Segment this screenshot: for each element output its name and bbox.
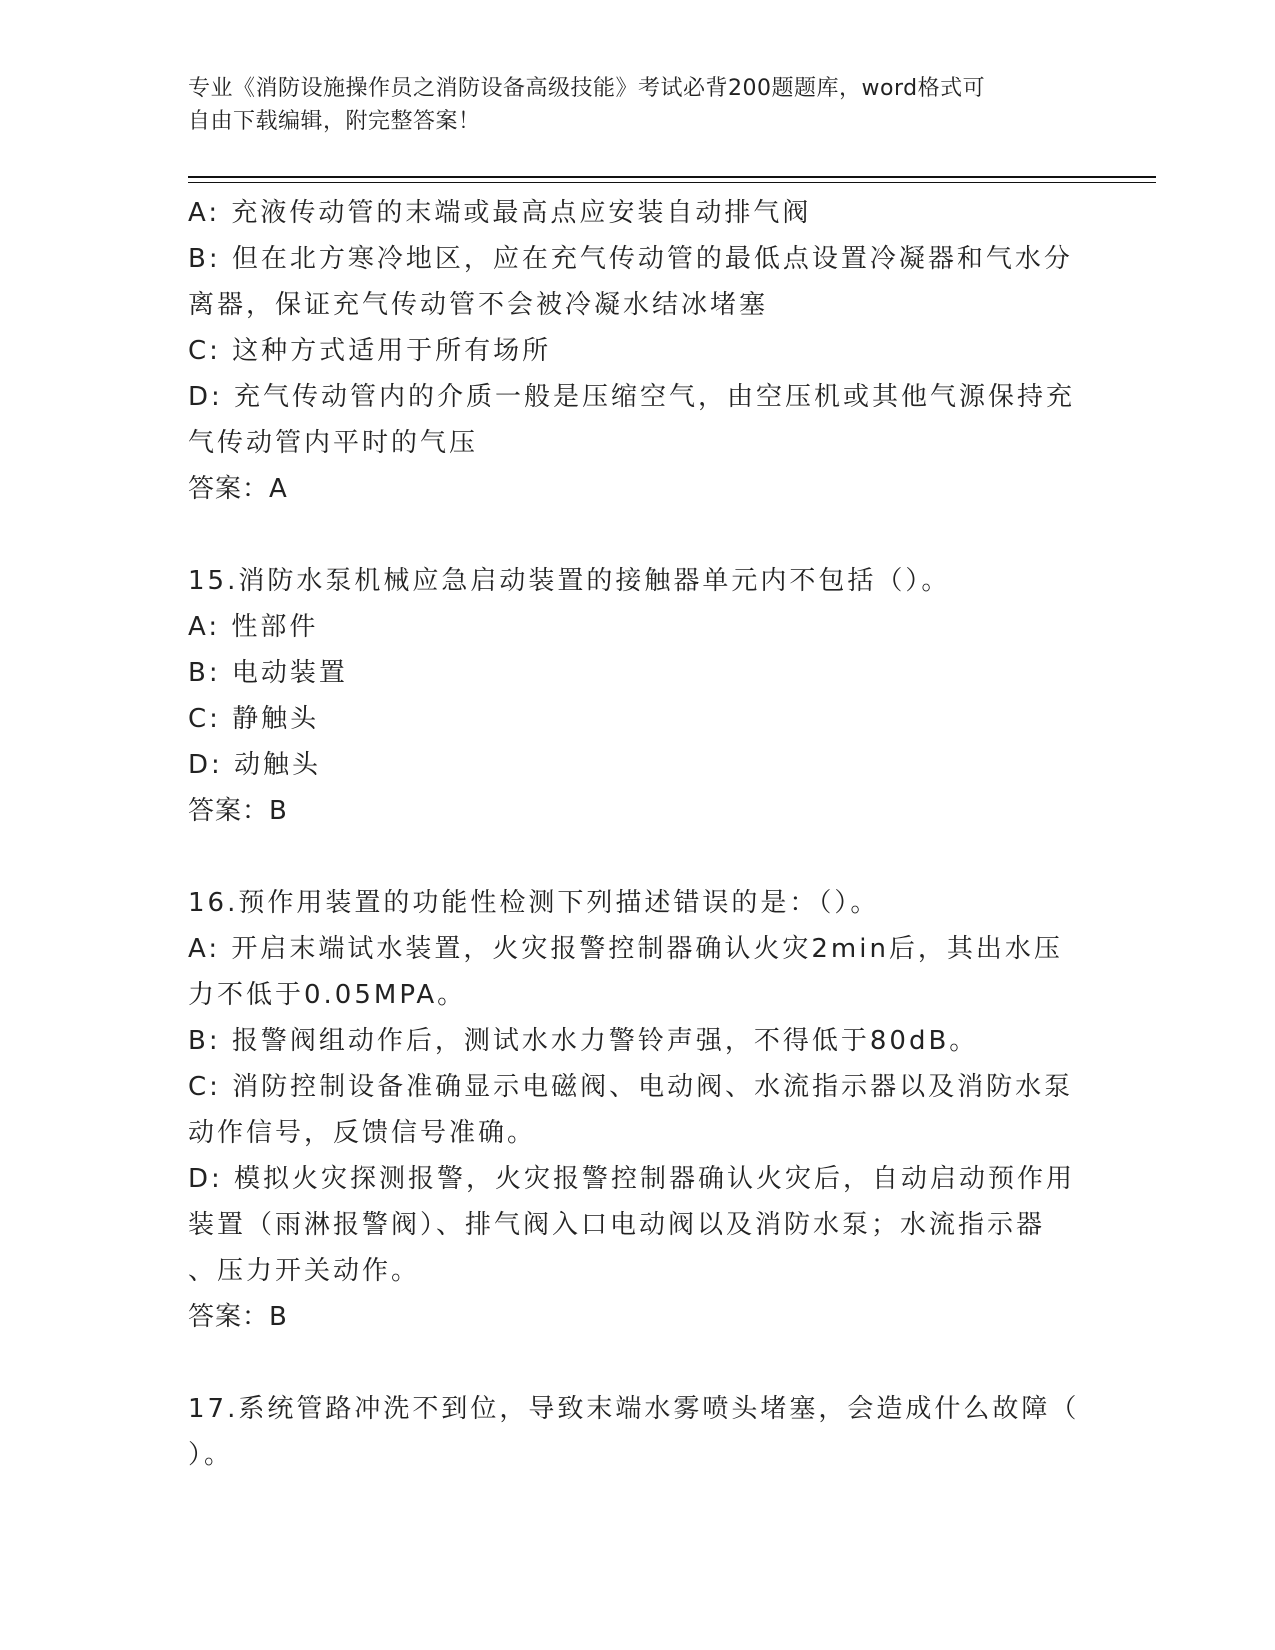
question-list xyxy=(188,190,1078,1478)
q16-answer: 答案：B xyxy=(188,1302,288,1332)
q16-option-d-line-2: 装置（雨淋报警阀）、排气阀入口电动阀以及消防水泵；水流指示器 xyxy=(188,1210,1046,1240)
header-line-2: 自由下载编辑，附完整答案！ xyxy=(188,109,481,134)
spacer xyxy=(188,834,1078,880)
q14-option-a: A: 充液传动管的末端或最高点应安装自动排气阀 xyxy=(188,198,812,228)
question-16-block xyxy=(188,880,1078,1340)
question-15-block xyxy=(188,558,1078,834)
header-divider-thin xyxy=(188,182,1156,183)
document-header xyxy=(188,72,1068,138)
q14-option-d-line-1: D: 充气传动管内的介质一般是压缩空气，由空压机或其他气源保持充 xyxy=(188,382,1076,412)
q14-option-d-line-2: 气传动管内平时的气压 xyxy=(188,428,479,458)
q17-question-line-1: 17.系统管路冲洗不到位，导致末端水雾喷头堵塞，会造成什么故障（ xyxy=(188,1394,1080,1424)
q16-option-b: B: 报警阀组动作后，测试水水力警铃声强，不得低于80dB。 xyxy=(188,1026,979,1056)
q14-option-c: C: 这种方式适用于所有场所 xyxy=(188,336,552,366)
question-14-block xyxy=(188,190,1078,512)
q14-answer: 答案：A xyxy=(188,474,288,504)
q16-option-d-line-3: 、压力开关动作。 xyxy=(188,1256,421,1286)
q16-option-a-line-1: A: 开启末端试水装置，火灾报警控制器确认火灾2min后，其出水压 xyxy=(188,934,1063,964)
q16-option-d-line-1: D: 模拟火灾探测报警，火灾报警控制器确认火灾后，自动启动预作用 xyxy=(188,1164,1076,1194)
q16-option-a-line-2: 力不低于0.05MPA。 xyxy=(188,980,467,1010)
spacer xyxy=(188,1340,1078,1386)
q16-option-c-line-2: 动作信号，反馈信号准确。 xyxy=(188,1118,537,1148)
q16-option-c-line-1: C: 消防控制设备准确显示电磁阀、电动阀、水流指示器以及消防水泵 xyxy=(188,1072,1074,1102)
q16-question: 16.预作用装置的功能性检测下列描述错误的是：（）。 xyxy=(188,888,880,918)
header-line-1: 专业《消防设施操作员之消防设备高级技能》考试必背200题题库，word格式可 xyxy=(188,76,986,101)
header-divider-thick xyxy=(188,176,1156,178)
q14-option-b-line-2: 离器，保证充气传动管不会被冷凝水结冰堵塞 xyxy=(188,290,769,320)
q15-option-b: B: 电动装置 xyxy=(188,658,348,688)
q15-question: 15.消防水泵机械应急启动装置的接触器单元内不包括（）。 xyxy=(188,566,951,596)
q17-question-line-2: ）。 xyxy=(188,1440,234,1470)
q15-option-d: D: 动触头 xyxy=(188,750,322,780)
q14-option-b-line-1: B: 但在北方寒冷地区，应在充气传动管的最低点设置冷凝器和气水分 xyxy=(188,244,1073,274)
q15-option-c: C: 静触头 xyxy=(188,704,320,734)
q15-option-a: A: 性部件 xyxy=(188,612,319,642)
spacer xyxy=(188,512,1078,558)
question-17-block xyxy=(188,1386,1078,1478)
q15-answer: 答案：B xyxy=(188,796,288,826)
